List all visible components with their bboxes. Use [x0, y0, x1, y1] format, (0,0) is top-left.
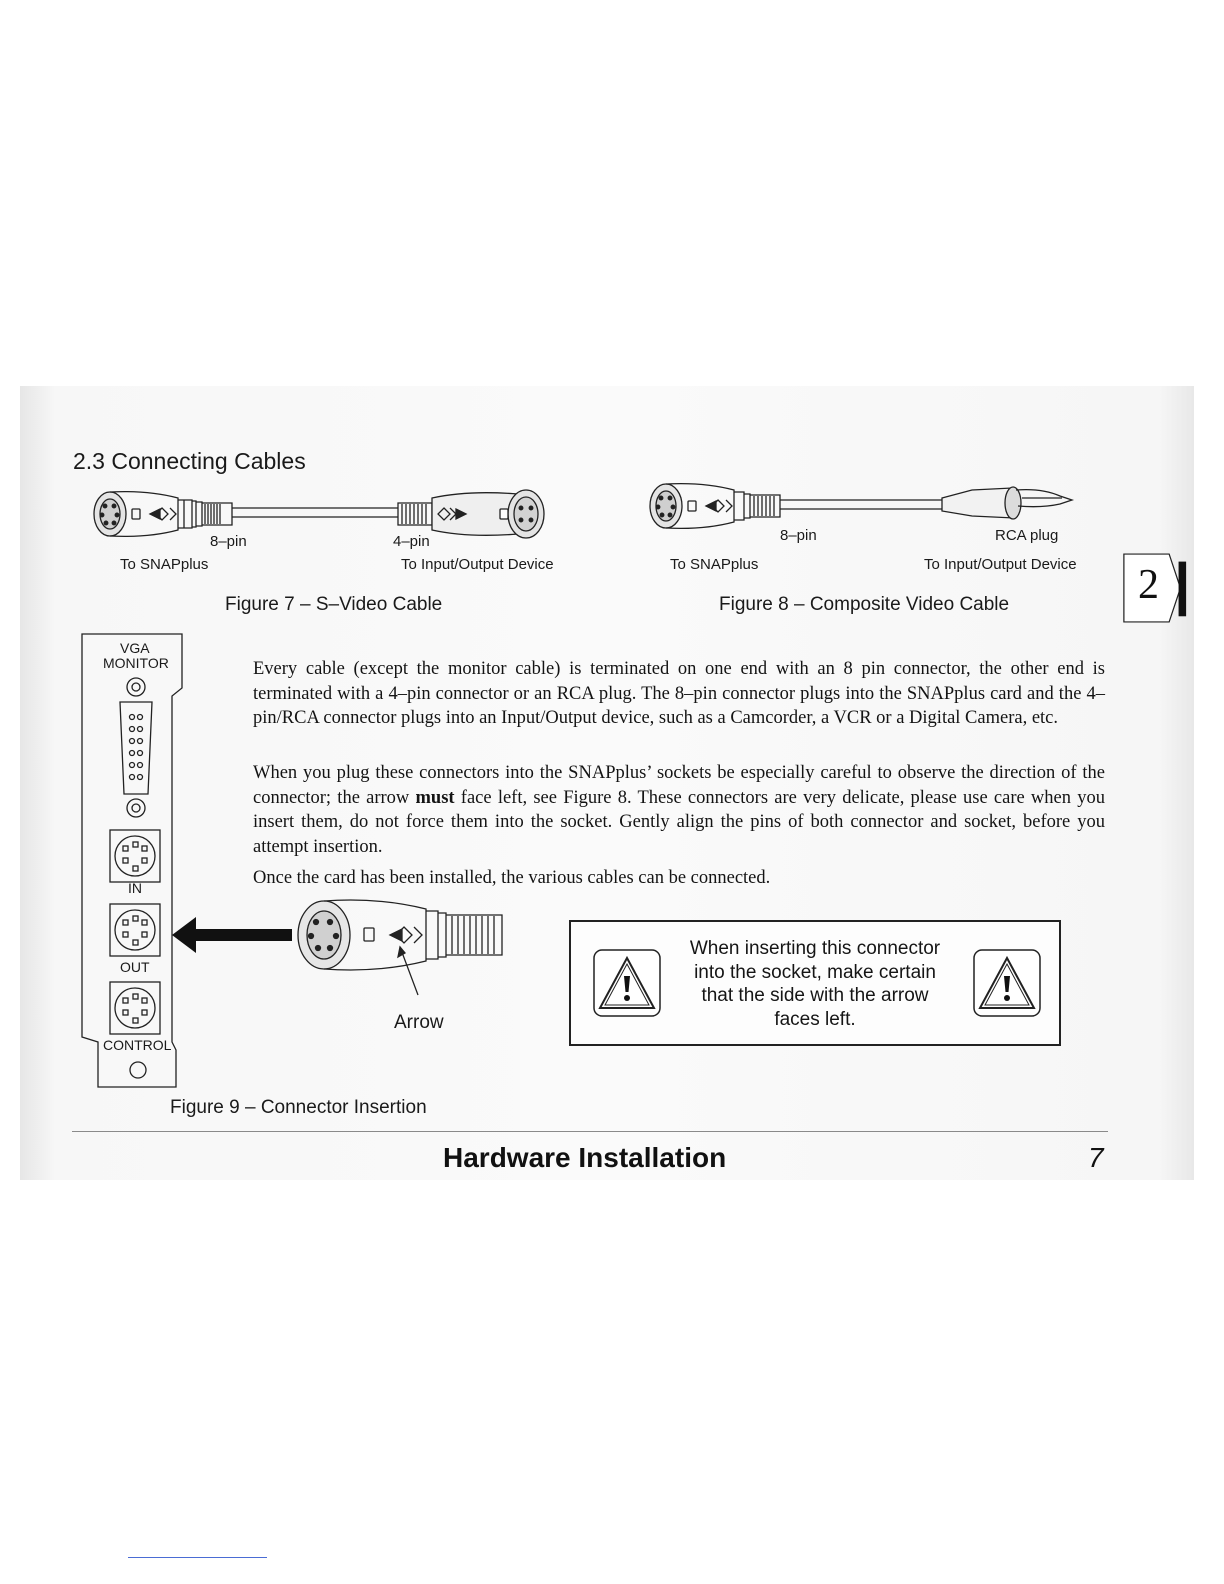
- fig8-to-snapplus: To SNAPplus: [670, 556, 759, 573]
- section-title: 2.3 Connecting Cables: [73, 448, 306, 474]
- fig7-8pin-label: 8–pin: [210, 533, 247, 550]
- paragraph-2: When you plug these connectors into the SNAPplus’ sockets be especially careful to observe the direction of the connector; the arrow must face left, see Figure 8. These connectors are very delicate, please use care when you insert them, do not force them into the socket. Gently align the pins of both connector and socket, before you attempt insertion.: [253, 763, 1105, 857]
- underline-link-artifact: [128, 1557, 267, 1558]
- warning-icon-left: [592, 948, 662, 1018]
- chapter-number: 2: [1138, 562, 1159, 608]
- footer-rule: [72, 1131, 1108, 1132]
- page-number: 7: [1088, 1142, 1104, 1173]
- bracket-label-control: CONTROL: [103, 1037, 172, 1053]
- figure8-caption: Figure 8 – Composite Video Cable: [719, 594, 1010, 615]
- figure7-caption: Figure 7 – S–Video Cable: [225, 594, 443, 615]
- figure9-caption: Figure 9 – Connector Insertion: [170, 1097, 427, 1118]
- warning-icon-right: [972, 948, 1042, 1018]
- warning-line-2: into the socket, make certain: [694, 961, 936, 983]
- warning-line-4: faces left.: [774, 1008, 856, 1030]
- fig7-to-snapplus: To SNAPplus: [120, 556, 209, 573]
- fig7-to-device: To Input/Output Device: [401, 556, 554, 573]
- emphasis-must: must: [415, 787, 455, 808]
- insertion-arrow-illustration: [168, 895, 508, 1005]
- paragraph-1: Every cable (except the monitor cable) is terminated on one end with an 8 pin connector, the other end is terminated with a 4–pin connector or an RCA plug. The 8–pin connector plugs into the SNAPplus card and the 4–pin/RCA connector plugs into an Input/Output device, such as a Camcorder, a VCR or a Digital Camera, etc.: [253, 659, 1105, 728]
- bracket-label-in: IN: [128, 880, 142, 896]
- fig8-8pin-label: 8–pin: [780, 527, 817, 544]
- warning-line-3: that the side with the arrow: [701, 985, 929, 1006]
- paragraph-3: Once the card has been installed, the various cables can be connected.: [253, 868, 771, 888]
- bracket-label-out: OUT: [120, 959, 150, 975]
- arrow-label: Arrow: [394, 1012, 444, 1033]
- bracket-label-monitor: MONITOR: [103, 655, 169, 671]
- bracket-label-vga: VGA: [120, 640, 150, 656]
- warning-text: [672, 937, 958, 1031]
- svideo-cable-illustration: [88, 486, 568, 546]
- fig8-rca-label: RCA plug: [995, 527, 1059, 544]
- footer-title: Hardware Installation: [443, 1142, 727, 1173]
- snapplus-bracket-illustration: [78, 632, 188, 1092]
- fig8-to-device: To Input/Output Device: [924, 556, 1077, 573]
- warning-line-1: When inserting this connector: [689, 938, 941, 959]
- fig7-4pin-label: 4–pin: [393, 533, 430, 550]
